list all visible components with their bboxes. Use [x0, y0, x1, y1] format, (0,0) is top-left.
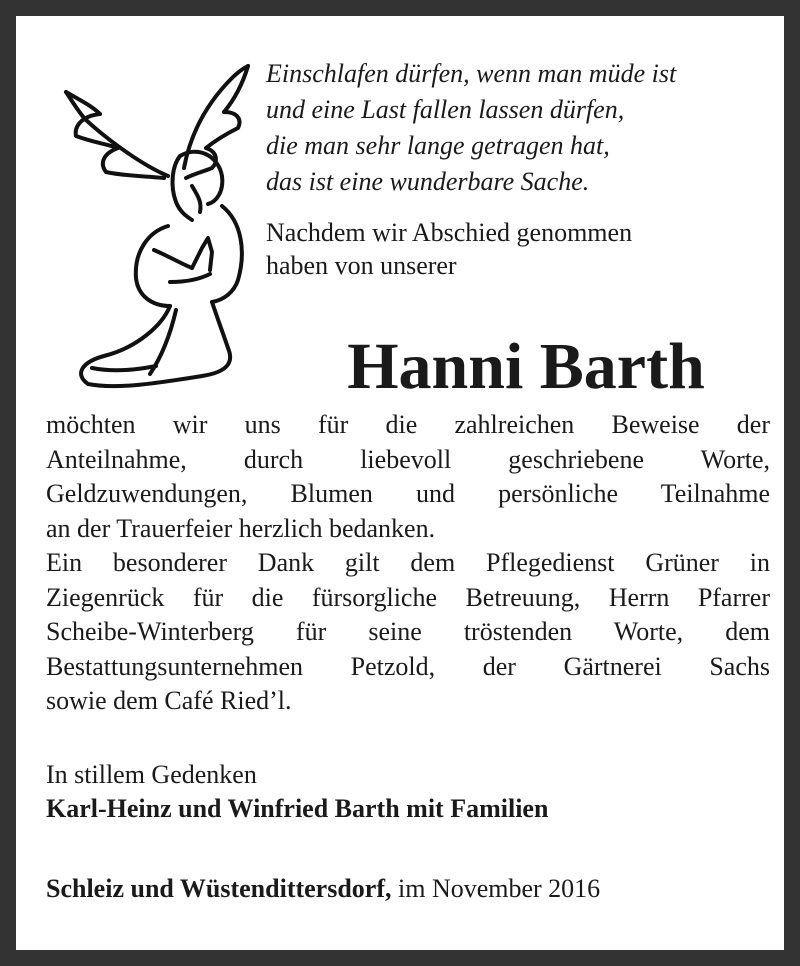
body-line: Scheibe-Winterberg für seine tröstenden Worte, dem [46, 617, 770, 646]
body-line: Ein besonderer Dank gilt dem Pflegedienst Grüner in [46, 548, 770, 577]
poem-line: und eine Last fallen lassen dürfen, [266, 95, 625, 124]
body-line: möchten wir uns für die zahlreichen Beweise der [46, 410, 770, 439]
praying-angel-icon [52, 56, 252, 396]
body-line: an der Trauerfeier herzlich bedanken. [46, 513, 436, 543]
poem-line: die man sehr lange getragen hat, [266, 131, 610, 160]
body-line: Bestattungsunternehmen Petzold, der Gärtnerei Sachs [46, 651, 770, 681]
thanks-paragraph [46, 408, 770, 719]
intro-line: Nachdem wir Abschied genommen [266, 218, 633, 247]
body-line: Anteilnahme, durch liebevoll geschriebene Worte, [46, 444, 770, 474]
poem-quote [266, 56, 786, 200]
family-signature: Karl-Heinz und Winfried Barth mit Familien [46, 794, 549, 823]
closing-block [46, 758, 770, 826]
body-line: sowie dem Café Ried’l. [46, 686, 292, 715]
poem-line: Einschlafen dürfen, wenn man müde ist [266, 59, 677, 88]
deceased-name: Hanni Barth [347, 330, 705, 403]
body-line: Geldzuwendungen, Blumen und persönliche Teilnahme [46, 479, 770, 508]
body-line: Ziegenrück für die fürsorgliche Betreuung, Herrn Pfarrer [46, 582, 770, 612]
place-date: im November 2016 [391, 874, 601, 903]
closing-greeting: In stillem Gedenken [46, 760, 257, 789]
place-location: Schleiz und Wüstendittersdorf, [46, 874, 392, 903]
place-date-line [46, 872, 770, 906]
poem-line: das ist eine wunderbare Sache. [266, 167, 590, 196]
intro-line: haben von unserer [266, 251, 457, 280]
intro-text [266, 216, 786, 282]
